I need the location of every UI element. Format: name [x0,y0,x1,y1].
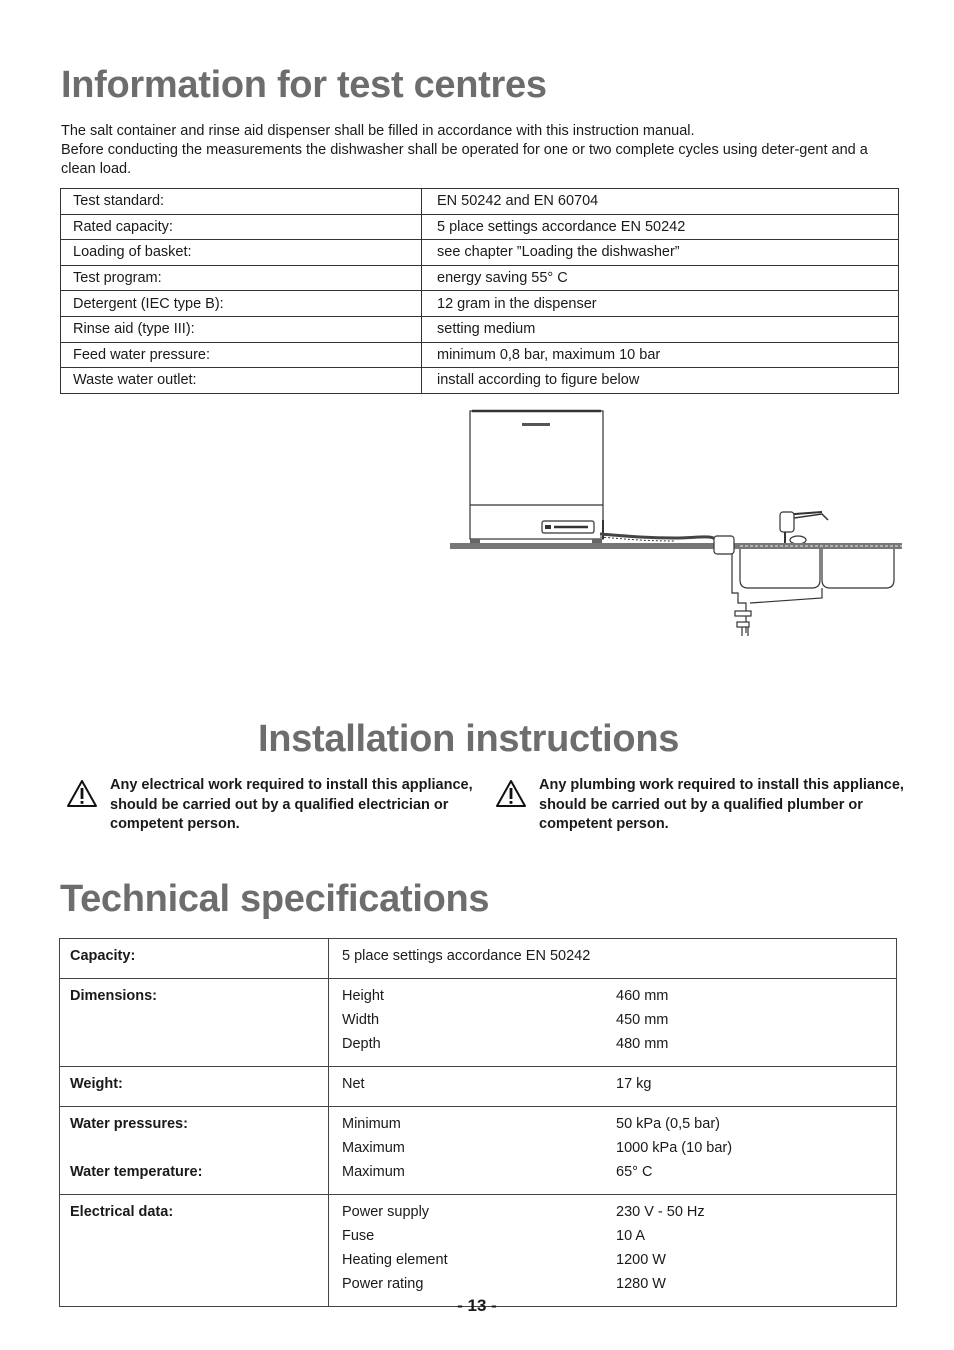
test-centre-table [60,188,899,394]
spec-key: Depth [342,1036,381,1052]
row-label: Detergent (IEC type B): [61,291,422,317]
spec-label: Water pressures: [70,1116,188,1132]
spec-value-row [342,988,883,1012]
spec-value: 480 mm [616,1036,669,1052]
spec-label: Dimensions: [70,988,158,1004]
spec-row [60,1107,897,1195]
spec-value-row [342,1036,883,1060]
table-row [61,316,899,342]
spec-key: Minimum [342,1116,401,1132]
intro-paragraph: The salt container and rinse aid dispenser shall be filled in accordance with this instruction manual. [61,123,695,139]
spec-key: Net [342,1076,365,1092]
spec-value-row [342,1116,883,1140]
row-label: Test program: [61,265,422,291]
spec-value: 65° C [616,1164,653,1180]
spec-key: Maximum [342,1164,405,1180]
section-title-installation: Installation instructions [258,718,680,760]
spec-value-row [342,1140,883,1164]
spec-label: Water temperature: [70,1164,203,1180]
spec-value-row [342,1228,883,1252]
spec-row [60,939,897,979]
electrical-warning-text: Any electrical work required to install this appliance, should be carried out by a qualified electrician or competent person. [110,777,473,832]
spec-value-row [342,1252,883,1276]
row-value: setting medium [422,316,899,342]
row-value: see chapter ”Loading the dishwasher” [422,240,899,266]
spec-value: 1200 W [616,1252,666,1268]
row-label: Loading of basket: [61,240,422,266]
spec-value: 1280 W [616,1276,666,1292]
warning-triangle-icon [66,779,98,808]
spec-value-row [342,948,883,972]
spec-label-cell [60,1107,329,1195]
table-row [61,240,899,266]
spec-value-row [342,1012,883,1036]
dishwasher-body [470,411,603,539]
sink-bowl-right [822,549,894,588]
row-value: 12 gram in the dispenser [422,291,899,317]
spec-value-row [342,1204,883,1228]
spec-value-cell [329,1107,897,1195]
table-row [61,291,899,317]
row-value: 5 place settings accordance EN 50242 [422,214,899,240]
spec-label: Weight: [70,1076,123,1092]
spec-label-cell [60,979,329,1067]
spec-value-cell [329,939,897,979]
table-row [61,189,899,215]
spec-value: 1000 kPa (10 bar) [616,1140,733,1156]
warning-triangle-icon [495,779,527,808]
spec-row [60,1195,897,1307]
table-row [61,265,899,291]
spec-value-row [342,1164,883,1188]
page-number: - 13 - [457,1296,497,1315]
row-label: Feed water pressure: [61,342,422,368]
spec-value: 10 A [616,1228,646,1244]
spec-label-cell [60,1067,329,1107]
spec-row [60,979,897,1067]
sink-bowl-left [740,549,820,588]
dishwasher-installation-figure [450,408,902,640]
row-label: Rated capacity: [61,214,422,240]
section-title-technical-specs: Technical specifications [60,878,490,920]
row-label: Waste water outlet: [61,368,422,394]
table-row [61,368,899,394]
intro-text [61,122,891,179]
table-row [61,342,899,368]
spec-row [60,1067,897,1107]
spec-label-cell [60,939,329,979]
drain-hose [600,534,718,541]
plumbing-warning-text: Any plumbing work required to install this appliance, should be carried out by a qualified plumber or competent person. [539,777,904,832]
spec-value-cell [329,1195,897,1307]
row-value: install according to figure below [422,368,899,394]
spec-label [70,1140,318,1164]
spec-value: 17 kg [616,1076,652,1092]
row-value: EN 50242 and EN 60704 [422,189,899,215]
row-label: Test standard: [61,189,422,215]
spec-value-cell [329,1067,897,1107]
spec-key: Power supply [342,1204,430,1220]
spec-value: 50 kPa (0,5 bar) [616,1116,720,1132]
spec-value: 450 mm [616,1012,669,1028]
technical-specs-table [59,938,897,1307]
spec-key: Maximum [342,1140,405,1156]
spec-key: Height [342,988,384,1004]
spec-key: Width [342,1012,380,1028]
section-title-test-centres: Information for test centres [61,64,547,106]
spec-value-row [342,1076,883,1100]
spec-key: Heating element [342,1252,448,1268]
spec-value: 230 V - 50 Hz [616,1204,705,1220]
spec-key: Power rating [342,1276,424,1292]
spec-value-cell [329,979,897,1067]
spec-key: 5 place settings accordance EN 50242 [342,948,591,964]
table-row [61,214,899,240]
spec-key: Fuse [342,1228,375,1244]
row-value: minimum 0,8 bar, maximum 10 bar [422,342,899,368]
spec-label: Electrical data: [70,1204,174,1220]
spec-value: 460 mm [616,988,669,1004]
intro-paragraph: Before conducting the measurements the dishwasher shall be operated for one or two complete cycles using deter-gent and a clean load. [61,142,868,177]
spec-label-cell [60,1195,329,1307]
spec-label: Capacity: [70,948,136,964]
row-value: energy saving 55° C [422,265,899,291]
dishwasher-handle [522,423,550,426]
row-label: Rinse aid (type III): [61,316,422,342]
